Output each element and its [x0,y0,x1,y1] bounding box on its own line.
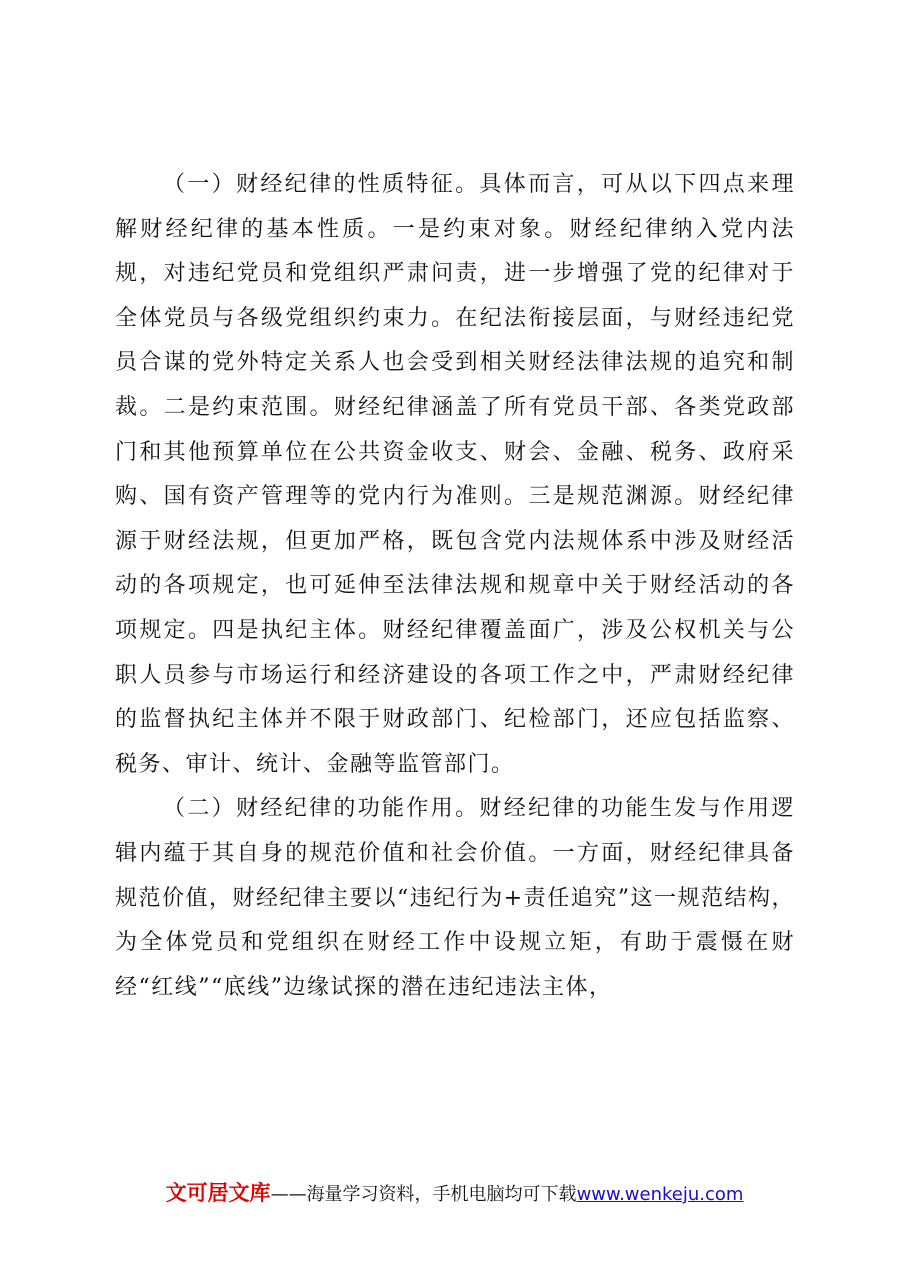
paragraph-1: （一）财经纪律的性质特征。具体而言，可从以下四点来理解财经纪律的基本性质。一是约束对象。财经纪律纳入党内法规，对违纪党员和党组织严肃问责，进一步增强了党的纪律对于全体党员与各级党组织约束力。在纪法衔接层面，与财经违纪党员合谋的党外特定关系人也会受到相关财经法律法规的追究和制裁。二是约束范围。财经纪律涵盖了所有党员干部、各类党政部门和其他预算单位在公共资金收支、财会、金融、税务、政府采购、国有资产管理等的党内行为准则。三是规范渊源。财经纪律源于财经法规，但更加严格，既包含党内法规体系中涉及财经活动的各项规定，也可延伸至法律法规和规章中关于财经活动的各项规定。四是执纪主体。财经纪律覆盖面广，涉及公权机关与公职人员参与市场运行和经济建设的各项工作之中，严肃财经纪律的监督执纪主体并不限于财政部门、纪检部门，还应包括监察、税务、审计、统计、金融等监管部门。 [115,172,795,777]
document-body [115,163,795,1010]
footer-brand: 文可居文库 [165,1181,271,1205]
footer-tagline: ——海量学习资料，手机电脑均可下载 [270,1184,577,1205]
footer-banner [0,1178,909,1210]
footer-url-link[interactable]: www.wenkeju.com [576,1184,744,1205]
paragraph-2: （二）财经纪律的功能作用。财经纪律的功能生发与作用逻辑内蕴于其自身的规范价值和社会价值。一方面，财经纪律具备规范价值，财经纪律主要以“违纪行为+责任追究”这一规范结构，为全体党员和党组织在财经工作中设规立矩，有助于震慑在财经“红线”“底线”边缘试探的潜在违纪违法主体， [115,796,795,1000]
